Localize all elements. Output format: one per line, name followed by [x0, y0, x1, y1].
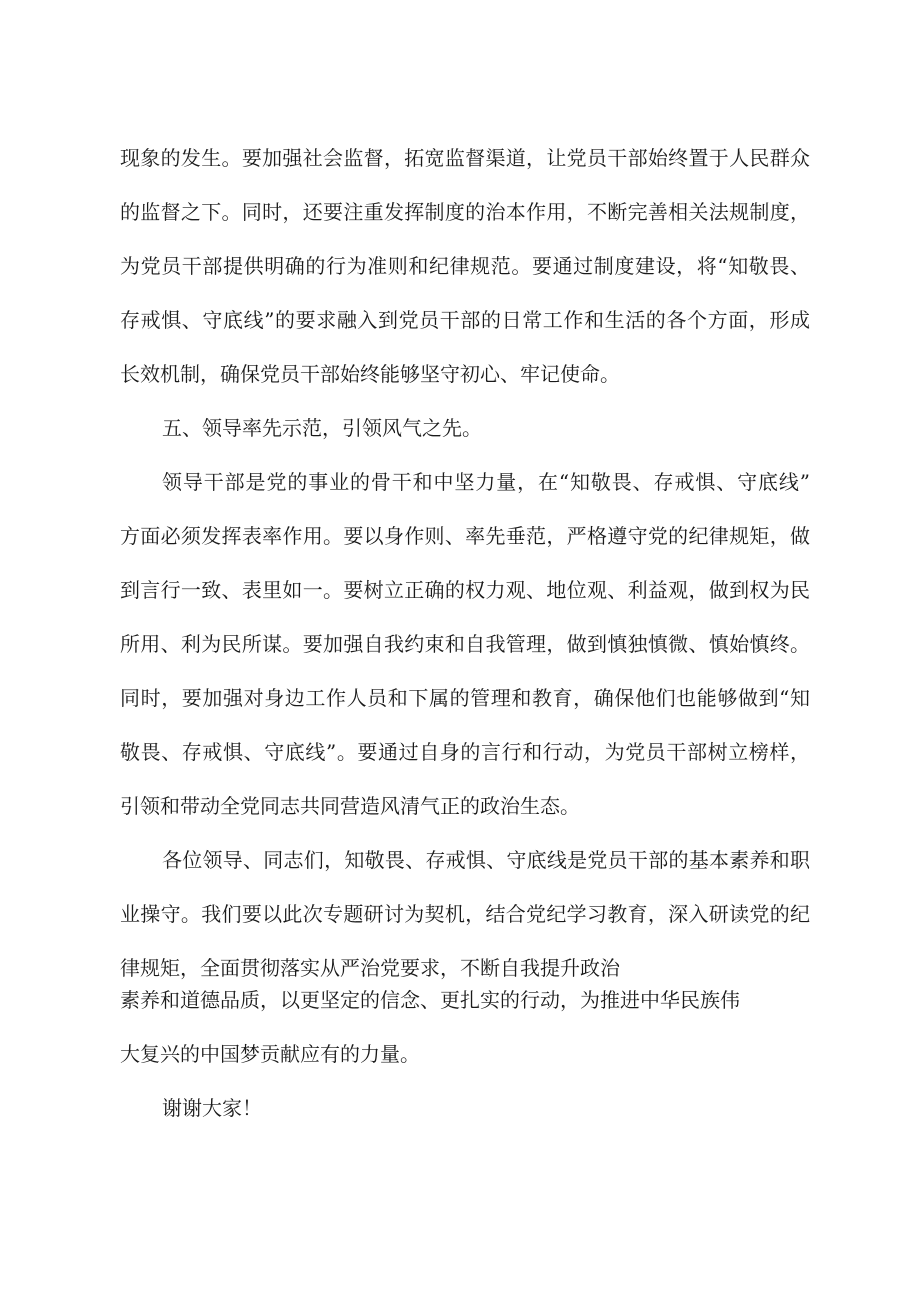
text-line: 的监督之下。同时，还要注重发挥制度的治本作用，不断完善相关法规制度，: [120, 200, 810, 224]
text-line: 到言行一致、表里如一。要树立正确的权力观、地位观、利益观，做到权为民: [120, 578, 810, 602]
text-line: 大复兴的中国梦贡献应有的力量。: [120, 1042, 420, 1066]
text-line: 现象的发生。要加强社会监督，拓宽监督渠道，让党员干部始终置于人民群众: [120, 146, 810, 170]
text-line: 业操守。我们要以此次专题研讨为契机，结合党纪学习教育，深入研读党的纪: [120, 902, 810, 926]
text-line: 引领和带动全党同志共同营造风清气正的政治生态。: [120, 794, 580, 818]
text-line: 存戒惧、守底线”的要求融入到党员干部的日常工作和生活的各个方面，形成: [120, 308, 810, 332]
text-line: 敬畏、存戒惧、守底线”。要通过自身的言行和行动，为党员干部树立榜样，: [120, 740, 810, 764]
text-line: 同时，要加强对身边工作人员和下属的管理和教育，确保他们也能够做到“知: [120, 686, 810, 710]
text-line: 所用、利为民所谋。要加强自我约束和自我管理，做到慎独慎微、慎始慎终。: [120, 632, 810, 656]
text-line: 为党员干部提供明确的行为准则和纪律规范。要通过制度建设，将“知敬畏、: [120, 254, 810, 278]
text-line: 素养和道德品质，以更坚定的信念、更扎实的行动，为推进中华民族伟: [120, 988, 740, 1012]
text-line: 长效机制，确保党员干部始终能够坚守初心、牢记使命。: [120, 362, 620, 386]
text-line: 领导干部是党的事业的骨干和中坚力量，在“知敬畏、存戒惧、守底线”: [162, 470, 810, 494]
text-line: 方面必须发挥表率作用。要以身作则、率先垂范，严格遵守党的纪律规矩，做: [120, 524, 810, 548]
text-line: 各位领导、同志们，知敬畏、存戒惧、守底线是党员干部的基本素养和职: [162, 848, 810, 872]
text-line: 律规矩，全面贯彻落实从严治党要求，不断自我提升政治: [120, 956, 620, 980]
closing-line: 谢谢大家！: [162, 1096, 262, 1120]
section-heading: 五、领导率先示范，引领风气之先。: [162, 416, 482, 440]
